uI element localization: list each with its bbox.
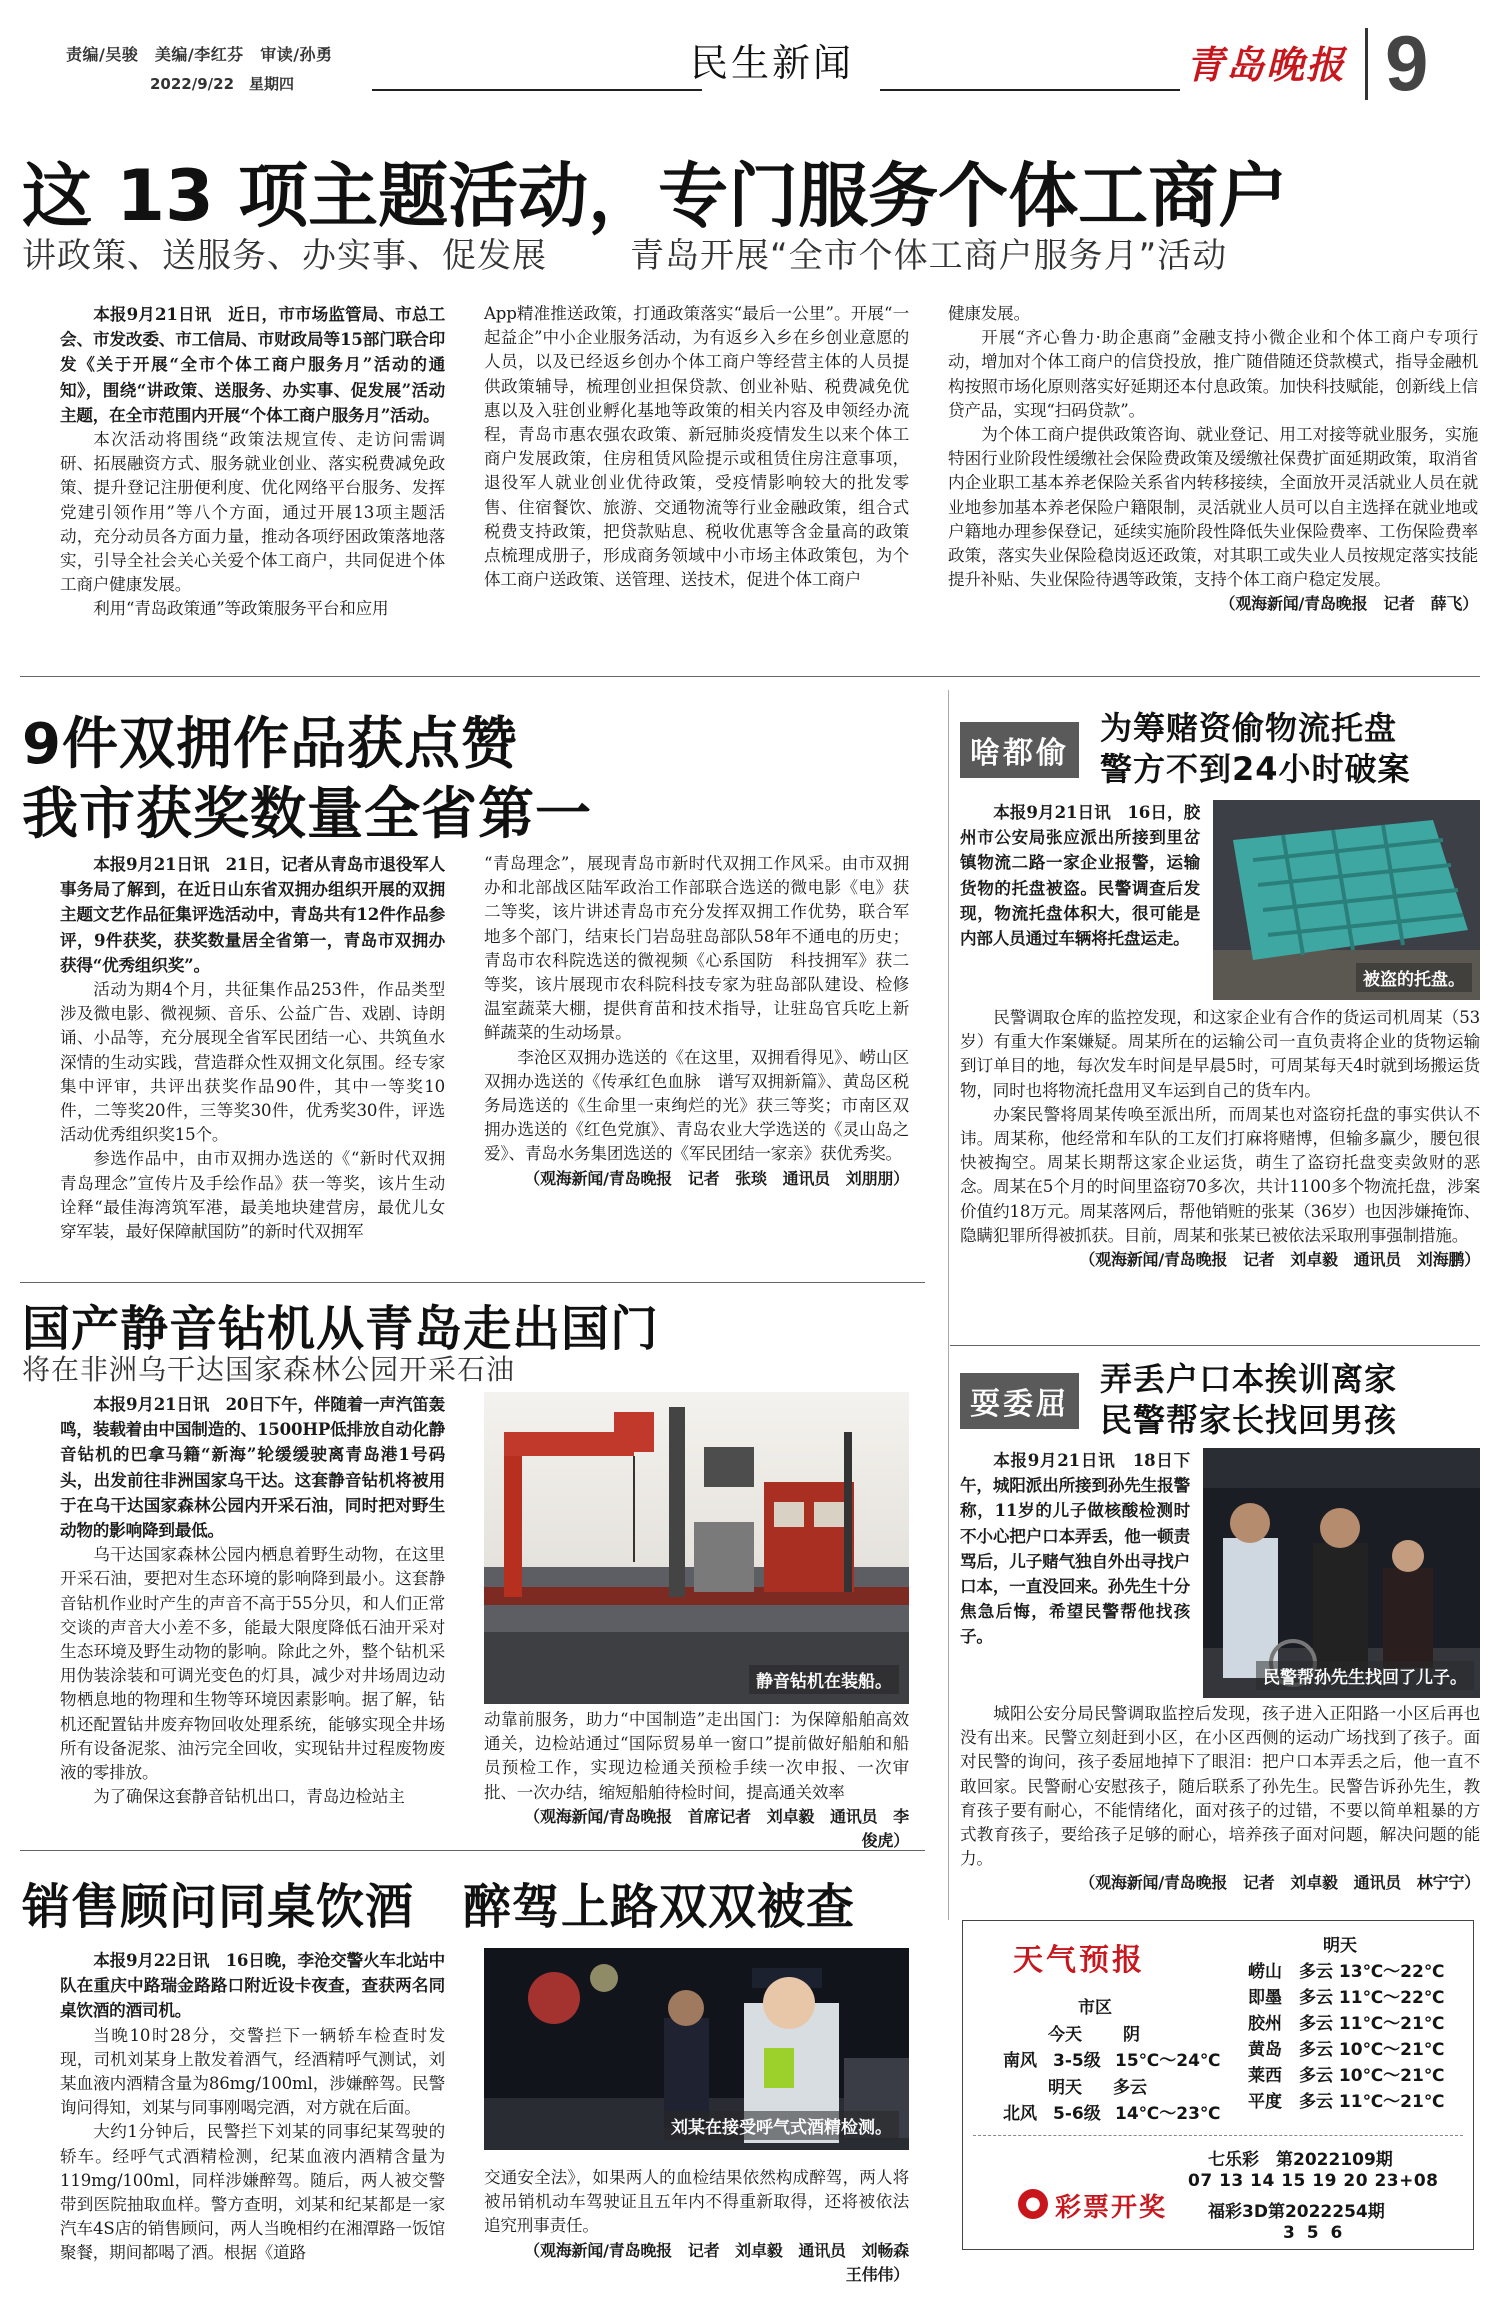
article2-para: 活动为期4个月，共征集作品253件，作品类型涉及微电影、微视频、音乐、公益广告、戏剧、诗朗诵、小品等，充分展现全省军民团结一心、共筑鱼水深情的生动实践，营造群众性双拥文化氛围。经专家集中评审，共评出获奖作品90件，其中一等奖10件，二等奖20件，三等奖30件，优秀奖30件，评选活动优秀组织奖15个。 xyxy=(60,980,445,1145)
divider xyxy=(20,1282,925,1283)
weather-row1-temp: 15℃～24℃ xyxy=(1115,2051,1221,2071)
article6-title-line2: 民警帮家长找回男孩 xyxy=(1100,1401,1398,1439)
article3-photo-caption: 静音钻机在装船。 xyxy=(749,1665,899,1694)
district-row xyxy=(1248,2035,1468,2061)
article2-lead: 本报9月21日讯 21日，记者从青岛市退役军人事务局了解到，在近日山东省双拥办组织开展的双拥主题文艺作品征集评选活动中，青岛共有12件作品参评，9件获奖，获奖数量居全省第一，青岛市双拥办获得“优秀组织奖”。 xyxy=(60,854,446,975)
column-divider xyxy=(948,690,949,1920)
weather-lottery-box xyxy=(962,1920,1474,2250)
weather-row2-temp: 14℃～23℃ xyxy=(1115,2104,1221,2124)
article2-column-1 xyxy=(60,852,445,1244)
weather-row1-wind: 3-5级 xyxy=(1053,2051,1101,2071)
weather-row1-direction: 南风 xyxy=(1003,2051,1037,2071)
article1-subtitle-right: 青岛开展“全市个体工商户服务月”活动 xyxy=(630,236,1228,276)
article5-para xyxy=(960,800,1200,951)
district-name: 莱西 xyxy=(1248,2066,1282,2086)
article6-intro xyxy=(960,1448,1190,1650)
article2-para: 参选作品中，由市双拥办选送的《“新时代双拥青岛理念”宣传片及手绘作品》获一等奖，该片生动诠释“最佳海湾筑军港，最美地块建营房，最优儿女穿军装，最好保障献国防”的新时代双拥军 xyxy=(60,1149,445,1242)
lottery-qlc-label: 七乐彩 第2022109期 xyxy=(1208,2150,1393,2170)
article3-column-1 xyxy=(60,1392,445,1809)
article5-title-line2: 警方不到24小时破案 xyxy=(1100,750,1411,788)
article3-subtitle: 将在非洲乌干达国家森林公园开采石油 xyxy=(22,1353,516,1386)
article3-para: 动靠前服务，助力“中国制造”走出国门：为保障船舶高效通关，边检站通过“国际贸易单一窗口”提前做好船舶和船员预检工作，实现边检通关预检手续一次申报、一次审批、一次办结，缩短船舶待检时间，提高通关效率 xyxy=(484,1710,909,1802)
district-temp: 11℃～22℃ xyxy=(1338,1988,1445,2008)
section-title: 民生新闻 xyxy=(690,41,855,85)
weather-tomorrow-label: 明天 xyxy=(1048,2078,1082,2098)
article3-photo-drilling-rig xyxy=(484,1392,909,1704)
article4-para: 大约1分钟后，民警拦下刘某的同事纪某驾驶的轿车。经呼气式酒精检测，纪某血液内酒精含量为119mg/100ml，同样涉嫌醉驾。随后，两人被交警带到医院抽取血样。警方查明，刘某和纪某都是一家汽车4S店的销售顾问，两人当晚相约在湘潭路一饭馆聚餐，期间都喝了酒。根据《道路 xyxy=(60,2122,445,2263)
district-name: 崂山 xyxy=(1248,1962,1282,1982)
weather-district-list xyxy=(1248,1957,1468,2113)
article4-para: 交通安全法》，如果两人的血检结果依然构成醉驾，两人将被吊销机动车驾驶证且五年内不得重新取得，还将被依法追究刑事责任。 xyxy=(484,2168,909,2236)
lottery-logo-icon: ● xyxy=(1018,2189,1048,2219)
article1-column-2 xyxy=(484,302,909,592)
article2-para: 李沧区双拥办选送的《在这里，双拥看得见》、崂山区双拥办选送的《传承红色血脉 谱写双拥新篇》、黄岛区税务局选送的《生命里一束绚烂的光》获三等奖；市南区双拥办选送的《红色党旗》、青岛农业大学选送的《灵山岛之爱》、青岛水务集团选送的《军民团结一家亲》获优秀奖。 xyxy=(484,1047,909,1164)
district-row xyxy=(1248,2087,1468,2113)
district-temp: 11℃～21℃ xyxy=(1338,2092,1445,2112)
divider xyxy=(20,676,1480,677)
district-weather: 多云 xyxy=(1299,1962,1333,1982)
article2-para xyxy=(60,852,445,978)
district-temp: 11℃～21℃ xyxy=(1338,2014,1445,2034)
article5-tag: 啥都偷 xyxy=(960,722,1079,778)
article6-para xyxy=(960,1448,1190,1650)
article3-title: 国产静音钻机从青岛走出国门 xyxy=(22,1301,660,1357)
article1-para xyxy=(60,302,445,428)
newspaper-logo: 青岛晚报 xyxy=(1186,42,1347,87)
article4-lead: 本报9月22日讯 16日晚，李沧交警火车北站中队在重庆中路瑞金路路口附近设卡夜查，查获两名同桌饮酒的酒司机。 xyxy=(60,1950,446,2021)
weather-tomorrow-condition: 多云 xyxy=(1113,2078,1147,2098)
article1-para: 利用“青岛政策通”等政策服务平台和应用 xyxy=(93,599,389,619)
article4-photo-caption: 刘某在接受呼气式酒精检测。 xyxy=(664,2111,899,2140)
article4-para: 当晚10时28分，交警拦下一辆轿车检查时发现，司机刘某身上散发着酒气，经酒精呼气测试，刘某血液内酒精含量为86mg/100ml，涉嫌醉驾。民警询问得知，刘某与同事刚喝完酒，对方就在后面。 xyxy=(60,2025,445,2118)
district-row xyxy=(1248,2009,1468,2035)
weather-right-header: 明天 xyxy=(1323,1936,1357,1956)
article2-title-line2: 我市获奖数量全省第一 xyxy=(22,782,592,847)
article3-para: 乌干达国家森林公园内栖息着野生动物，在这里开采石油，要把对生态环境的影响降到最小。这套静音钻机作业时产生的声音不高于55分贝，和人们正常交谈的声音大小差不多，能最大限度降低石油开采对生态环境及野生动物的影响。除此之外，整个钻机采用伪装涂装和可调光变色的灯具，减少对井场周边动物栖息地的物理和生物等环境因素影响。据了解，钻机还配置钻井废弃物回收处理系统，能够实现全井场所有设备泥浆、油污完全回收，实现钻井过程废物废液的零排放。 xyxy=(60,1545,445,1783)
district-name: 即墨 xyxy=(1248,1988,1282,2008)
district-weather: 多云 xyxy=(1299,2040,1333,2060)
article6-credit: （观海新闻/青岛晚报 记者 刘卓毅 通讯员 林宁宁） xyxy=(1079,1873,1480,1893)
weather-urban-label: 市区 xyxy=(1078,1998,1112,2018)
weather-lottery-divider xyxy=(973,2135,1463,2136)
lottery-qlc-numbers: 07 13 14 15 19 20 23+08 xyxy=(1188,2171,1439,2191)
article6-para: 城阳公安分局民警调取监控后发现，孩子进入正阳路一小区后再也没有出来。民警立刻赶到小区，在小区西侧的运动广场找到了孩子。面对民警的询问，孩子委屈地掉下了眼泪：把户口本弄丢之后，他一直不敢回家。民警耐心安慰孩子，随后联系了孙先生。民警告诉孙先生，教育孩子要有耐心，不能情绪化，面对孩子的过错，不要以简单粗暴的方式教育孩子，要给孩子足够的耐心，培养孩子面对问题，解决问题的能力。 xyxy=(960,1704,1480,1869)
district-temp: 13℃～22℃ xyxy=(1338,1962,1445,1982)
district-weather: 多云 xyxy=(1299,2014,1333,2034)
weather-today-label: 今天 xyxy=(1048,2025,1082,2045)
page-number: 9 xyxy=(1385,19,1429,107)
article5-para: 民警调取仓库的监控发现，和这家企业有合作的货运司机周某（53岁）有重大作案嫌疑。周某所在的运输公司一直负责将企业的货物运输到订单目的地，每次发车时间是早晨5时，可周某每天4时就到场搬运货物，同时也将物流托盘用叉车运到自己的货车内。 xyxy=(960,1008,1480,1100)
header-editors: 责编/吴骏 美编/李红芬 审读/孙勇 xyxy=(66,45,333,64)
district-weather: 多云 xyxy=(1299,1988,1333,2008)
article6-lead: 本报9月21日讯 18日下午，城阳派出所接到孙先生报警称，11岁的儿子做核酸检测时不小心把户口本弄丢，他一顿责骂后，儿子赌气独自外出寻找户口本，一直没回来。孙先生十分焦急后悔，希望民警帮他找孩子。 xyxy=(960,1450,1190,1647)
article2-para: “青岛理念”，展现青岛市新时代双拥工作风采。由市双拥办和北部战区陆军政治工作部联合选送的微电影《电》获二等奖，该片讲述青岛市充分发挥双拥工作优势，联合军地多个部门，结束长门岩岛驻岛部队58年不通电的历史；青岛市农科院选送的微视频《心系国防 科技拥军》获二等奖，该片展现市农科院科技专家为驻岛部队建设、检修温室蔬菜大棚，提供育苗和技术指导，让驻岛官兵吃上新鲜蔬菜的生动场景。 xyxy=(484,854,909,1043)
header-rule-right xyxy=(880,89,1180,91)
header-date: 2022/9/22 星期四 xyxy=(150,75,295,93)
article1-para: 为个体工商户提供政策咨询、就业登记、用工对接等就业服务，实施特困行业阶段性缓缴社会保险费政策及缓缴社保费扩面延期政策，取消省内企业职工基本养老保险关系省内转移接续，全面放开灵活就业人员在就业地参加基本养老保险户籍限制，灵活就业人员可以自主选择在就业地或户籍地办理参保登记，延续实施阶段性降低失业保险费率、工伤保险费率政策，落实失业保险稳岗返还政策，对其职工或失业人员按规定落实技能提升补贴、失业保险待遇等政策，支持个体工商户稳定发展。 xyxy=(948,425,1478,590)
weather-title: 天气预报 xyxy=(1013,1943,1145,1978)
article3-credit: （观海新闻/青岛晚报 首席记者 刘卓毅 通讯员 李俊虎） xyxy=(524,1806,909,1851)
district-temp: 10℃～21℃ xyxy=(1338,2040,1445,2060)
article2-title-line1: 9件双拥作品获点赞 xyxy=(22,712,518,777)
district-weather: 多云 xyxy=(1299,2066,1333,2086)
district-row xyxy=(1248,1957,1468,1983)
article6-title-line1: 弄丢户口本挨训离家 xyxy=(1100,1360,1398,1398)
weather-today-condition: 阴 xyxy=(1123,2025,1140,2045)
header-divider xyxy=(1365,28,1368,100)
article4-photo-breath-test xyxy=(484,1948,909,2150)
article1-title: 这 13 项主题活动，专门服务个体工商户 xyxy=(22,155,1289,237)
article3-para: 为了确保这套静音钻机出口，青岛边检站主 xyxy=(93,1787,405,1807)
article1-para: App精准推送政策，打通政策落实“最后一公里”。开展“一起益企”中小企业服务活动，为有返乡入乡在乡创业意愿的人员，以及已经返乡创办个体工商户等经营主体的人员提供政策辅导，梳理创业担保贷款、创业补贴、税费减免优惠以及入驻创业孵化基地等政策的相关内容及申领经办流程，青岛市惠农强农政策、新冠肺炎疫情发生以来个体工商户发展政策，住房租赁风险提示或租赁住房注意事项，退役军人就业创业优待政策，受疫情影响较大的批发零售、住宿餐饮、旅游、交通物流等行业金融政策，组合式税费支持政策，把贷款贴息、税收优惠等含金量高的政策点梳理成册子，形成商务领域中小市场主体政策包，为个体工商户送政策、送管理、送技术，促进个体工商户 xyxy=(484,304,909,590)
article1-credit: （观海新闻/青岛晚报 记者 薛飞） xyxy=(1219,594,1478,614)
divider xyxy=(20,1850,925,1851)
article1-column-1 xyxy=(60,302,445,622)
article5-photo-caption: 被盗的托盘。 xyxy=(1356,963,1472,992)
article1-lead: 本报9月21日讯 近日，市市场监管局、市总工会、市发改委、市工信局、市财政局等15部门联合印发《关于开展“全市个体工商户服务月”活动的通知》，围绕“讲政策、送服务、办实事、促发展”活动主题，在全市范围内开展“个体工商户服务月”活动。 xyxy=(60,304,445,425)
lottery-title: 彩票开奖 xyxy=(1055,2193,1168,2223)
article5-title-line1: 为筹赌资偷物流托盘 xyxy=(1100,709,1398,747)
divider xyxy=(950,1345,1480,1346)
article6-tag: 耍委屈 xyxy=(960,1373,1079,1429)
article3-column-2 xyxy=(484,1708,909,1853)
article1-para: 健康发展。 xyxy=(948,304,1030,323)
weather-row2-wind: 5-6级 xyxy=(1053,2104,1101,2124)
district-name: 黄岛 xyxy=(1248,2040,1282,2060)
district-weather: 多云 xyxy=(1299,2092,1333,2112)
article4-column-1 xyxy=(60,1948,445,2266)
district-name: 胶州 xyxy=(1248,2014,1282,2034)
article5-photo-pallets xyxy=(1213,800,1480,1000)
district-row xyxy=(1248,1983,1468,2009)
district-temp: 10℃～21℃ xyxy=(1338,2066,1445,2086)
article5-credit: （观海新闻/青岛晚报 记者 刘卓毅 通讯员 刘海鹏） xyxy=(1079,1250,1480,1270)
article1-para: 本次活动将围绕“政策法规宣传、走访问需调研、拓展融资方式、服务就业创业、落实税费减免政策、提升登记注册便利度、优化网络平台服务、发挥党建引领作用”等八个方面，通过开展13项主题活动，充分动员各方面力量，推动各项纾困政策落地落实，引导全社会关心关爱个体工商户，共同促进个体工商户健康发展。 xyxy=(60,430,445,595)
lottery-fc3d-label: 福彩3D第2022254期 xyxy=(1208,2202,1385,2222)
article2-credit: （观海新闻/青岛晚报 记者 张琰 通讯员 刘朋朋） xyxy=(524,1168,909,1188)
article2-column-2 xyxy=(484,852,909,1191)
article6-photo-family xyxy=(1203,1448,1480,1698)
article6-body xyxy=(960,1702,1480,1896)
article4-credit: （观海新闻/青岛晚报 记者 刘卓毅 通讯员 刘畅森 王伟伟） xyxy=(524,2240,925,2284)
article5-lead: 本报9月21日讯 16日，胶州市公安局张应派出所接到里岔镇物流二路一家企业报警，运输货物的托盘被盗。民警调查后发现，物流托盘体积大，很可能是内部人员通过车辆将托盘运走。 xyxy=(960,802,1200,949)
article6-photo-caption: 民警帮孙先生找回了儿子。 xyxy=(1256,1661,1474,1690)
article1-subtitle-left: 讲政策、送服务、办实事、促发展 xyxy=(22,236,547,276)
district-name: 平度 xyxy=(1248,2092,1282,2112)
article4-column-2 xyxy=(484,2166,925,2287)
drilling-rig-illustration xyxy=(484,1392,909,1704)
article5-body xyxy=(960,1006,1480,1272)
article1-column-3 xyxy=(948,302,1478,617)
weather-row2-direction: 北风 xyxy=(1003,2104,1037,2124)
article4-para xyxy=(60,1948,445,2024)
article3-para xyxy=(60,1392,445,1543)
article1-para: 开展“齐心鲁力·助企惠商”金融支持小微企业和个体工商户专项行动，增加对个体工商户的信贷投放，推广随借随还贷款模式，指导金融机构按照市场化原则落实好延期还本付息政策。加快科技赋能，创新线上信贷产品，实现“扫码贷款”。 xyxy=(948,328,1478,420)
district-row xyxy=(1248,2061,1468,2087)
header-rule-left xyxy=(372,89,702,91)
article3-lead: 本报9月21日讯 20日下午，伴随着一声汽笛轰鸣，装载着由中国制造的、1500HP低排放自动化静音钻机的巴拿马籍“新海”轮缓缓驶离青岛港1号码头，出发前往非洲国家乌干达。这套静音钻机将被用于在乌干达国家森林公园内开采石油，同时把对野生动物的影响降到最低。 xyxy=(60,1394,446,1541)
article4-title: 销售顾问同桌饮酒 醉驾上路双双被查 xyxy=(22,1879,856,1935)
lottery-fc3d-numbers: 3 5 6 xyxy=(1283,2223,1346,2243)
article5-intro xyxy=(960,800,1200,951)
article5-para: 办案民警将周某传唤至派出所，而周某也对盗窃托盘的事实供认不讳。周某称，他经常和车队的工友们打麻将赌博，但输多赢少，腰包很快被掏空。周某长期帮这家企业运货，萌生了盗窃托盘变卖敛财的恶念。周某在5个月的时间里盗窃70多次，共计1100多个物流托盘，涉案价值约18万元。周某落网后，帮他销赃的张某（36岁）也因涉嫌掩饰、隐瞒犯罪所得被抓获。目前，周某和张某已被依法采取刑事强制措施。 xyxy=(960,1104,1480,1245)
